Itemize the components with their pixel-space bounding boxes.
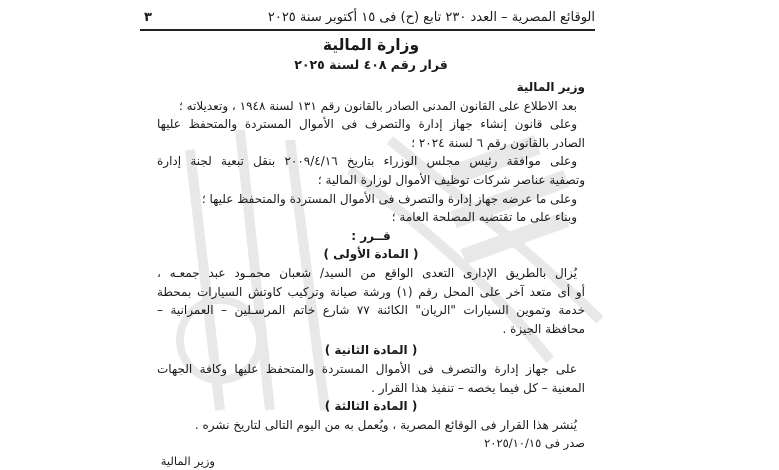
article-3-heading: ( المادة الثالثة )	[324, 399, 418, 414]
decided-heading: قــرر :	[351, 228, 391, 243]
running-header	[140, 7, 595, 29]
signature: وزير المالية	[160, 454, 215, 469]
preamble-line: بعد الاطلاع على القانون المدنى الصادر بالقانون رقم ١٣١ لسنة ١٩٤٨ ، وتعديلاته ؛	[178, 98, 577, 113]
article-2-heading: ( المادة الثانية )	[324, 343, 418, 358]
article-2-line: على جهاز إدارة والتصرف فى الأموال المستردة والمتحفظ عليها وكافة الجهات	[157, 361, 577, 376]
article-1-line: أو أى متعد آخر على المحل رقم (١) ورشة صيانة وتركيب كاوتش السيارات بمحطة	[157, 284, 585, 299]
header-rule	[140, 29, 595, 31]
ministry-title: وزارة المالية	[322, 36, 420, 54]
decree-body	[157, 34, 585, 470]
preamble-line: وعلى قانون إنشاء جهاز إدارة والتصرف فى الأموال المستردة والمتحفظ عليها	[157, 117, 577, 132]
article-1-heading: ( المادة الأولى )	[323, 247, 419, 262]
article-1-line: يُزال بالطريق الإدارى التعدى الواقع من السيد/ شعبان محمـود عبد جمعـه ،	[157, 265, 577, 280]
issuer-heading: وزير المالية	[516, 80, 585, 94]
preamble-line: الصادر بالقانون رقم ٦ لسنة ٢٠٢٤ ؛	[411, 135, 585, 150]
decree-title: قرار رقم ٤٠٨ لسنة ٢٠٢٥	[294, 57, 448, 72]
preamble-line: وعلى ما عرضه جهاز إدارة والتصرف فى الأموال المستردة والمتحفظ عليها ؛	[201, 191, 577, 206]
article-1-line: خدمة وتموين السيارات "الريان" الكائنة ٧٧ شارع خاتم المرسـلين – العمرانية –	[157, 303, 585, 318]
preamble-line: وبناء على ما تقتضيه المصلحة العامة ؛	[391, 210, 577, 225]
running-title: الوقائع المصرية – العدد ٢٣٠ تابع (ح) فى ١٥ أكتوبر سنة ٢٠٢٥	[267, 10, 595, 25]
article-2-line: المعنية – كل فيما يخصه – تنفيذ هذا القرار .	[371, 380, 585, 395]
article-3-line: يُنشر هذا القرار فى الوقائع المصرية ، ويُعمل به من اليوم التالى لتاريخ نشره .	[194, 417, 577, 432]
preamble-line: وتصفية عناصر شركات توظيف الأموال لوزارة المالية ؛	[317, 172, 585, 187]
article-1-line: محافظة الجيزة .	[502, 321, 585, 336]
preamble-line: وعلى موافقة رئيس مجلس الوزراء بتاريخ ٢٠٠٩/٤/١٦ بنقل تبعية لجنة إدارة	[157, 154, 577, 169]
page-number: ٣	[144, 10, 152, 25]
issued-date: صدر فى ٢٠٢٥/١٠/١٥	[484, 436, 585, 451]
